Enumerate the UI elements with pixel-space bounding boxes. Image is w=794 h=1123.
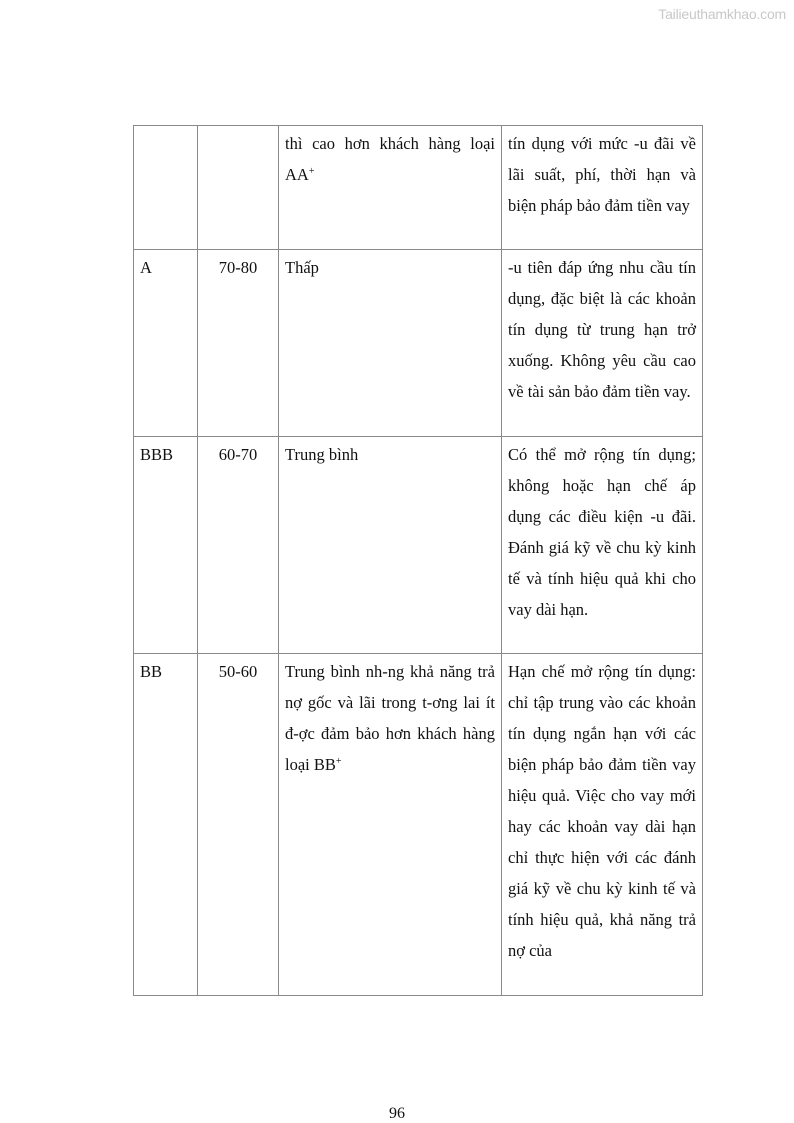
score-cell: 70-80 [198,250,279,437]
risk-cell [279,126,502,250]
table-row [134,654,703,996]
risk-text: Trung bình [285,445,359,464]
grade-cell: BB [134,654,198,996]
policy-cell: tín dụng với mức -u đãi về lãi suất, phí, thời hạn và biện pháp bảo đảm tiền vay [502,126,703,250]
credit-rating-table [133,125,703,996]
grade-cell: A [134,250,198,437]
risk-cell [279,437,502,654]
superscript: + [308,166,315,177]
risk-text: Thấp [285,258,319,277]
score-cell: 50-60 [198,654,279,996]
grade-cell [134,126,198,250]
table-row [134,126,703,250]
table-row [134,437,703,654]
policy-cell: -u tiên đáp ứng nhu cầu tín dụng, đặc biệt là các khoản tín dụng từ trung hạn trở xuống. Không yêu cầu cao về tài sản bảo đảm tiền vay. [502,250,703,437]
grade-cell: BBB [134,437,198,654]
risk-cell [279,654,502,996]
risk-text: Trung bình nh-ng khả năng trả nợ gốc và lãi trong t-ơng lai ít đ-ợc đảm bảo hơn khách hàng loại BB [285,662,495,774]
policy-cell: Có thể mở rộng tín dụng; không hoặc hạn chế áp dụng các điều kiện -u đãi. Đánh giá kỹ về chu kỳ kinh tế và tính hiệu quả khi cho vay dài hạn. [502,437,703,654]
page-number: 96 [389,1105,405,1122]
watermark: Tailieuthamkhao.com [658,6,786,22]
superscript: + [335,756,342,767]
risk-text: thì cao hơn khách hàng loại AA [285,134,495,184]
table-row [134,250,703,437]
score-cell [198,126,279,250]
risk-cell [279,250,502,437]
score-cell: 60-70 [198,437,279,654]
policy-cell: Hạn chế mở rộng tín dụng: chỉ tập trung vào các khoản tín dụng ngắn hạn với các biện pháp bảo đảm tiền vay hiệu quả. Việc cho vay mới hay các khoản vay dài hạn chỉ thực hiện với các đánh giá kỹ về chu kỳ kinh tế và tính hiệu quả, khả năng trả nợ của [502,654,703,996]
